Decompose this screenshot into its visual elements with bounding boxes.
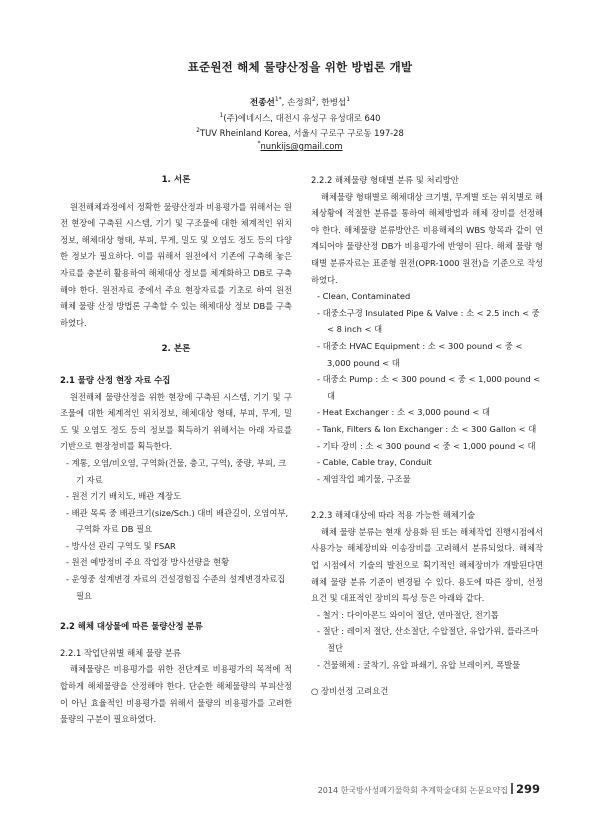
- list-item: - Clean, Contaminated: [317, 291, 411, 302]
- list-item: - 배관 목록 중 배관크기(size/Sch.) 대비 배관길이, 오염여부, 구역화 자료 DB 필요: [66, 507, 289, 535]
- right-column: [311, 172, 543, 700]
- list-item: - 운영중 설계변경 자료의 건설경험집 수준의 설계변경자료집 필요: [66, 574, 286, 601]
- list-item: - 건물해체 : 굴착기, 유압 파쇄기, 유압 브레이커, 폭발물: [317, 659, 521, 670]
- author-2: 손정희: [287, 98, 313, 108]
- section-2-1-list: [60, 455, 292, 604]
- affiliation-2: [0, 127, 600, 139]
- author-sep: ,: [281, 98, 288, 108]
- left-column: [60, 172, 292, 728]
- affiliation-1-text: (주)에네시스, 대전시 유성구 유성대로 640: [223, 113, 381, 123]
- author-3: 한병섭: [321, 98, 347, 108]
- list-item: - 철거 : 다이아몬드 와이어 절단, 연마절단, 전기톱: [317, 609, 499, 620]
- page-footer: [318, 782, 540, 796]
- list-item: - 절단 : 레이저 절단, 산소절단, 수압절단, 유압가위, 플라즈마 절단: [317, 626, 539, 654]
- page-number: 299: [515, 782, 540, 796]
- section-2-2-2-list: [311, 288, 543, 487]
- section-2-heading: 2. 본론: [161, 344, 191, 355]
- list-item: - 방사선 관리 구역도 및 FSAR: [66, 540, 176, 551]
- list-item: - 대중소 HVAC Equipment : 소 < 300 pound < 중 < 3,000 pound < 대: [317, 340, 523, 368]
- lead-author-sup: 1*: [274, 96, 282, 104]
- section-2-2-3-list: [311, 607, 543, 673]
- lead-author: 전종선: [249, 98, 275, 108]
- list-item: - Cable, Cable tray, Conduit: [317, 457, 432, 468]
- section-2-2-2-heading: 2.2.2 해체물량 형태별 분류 및 처리방안: [311, 175, 459, 185]
- affiliation-2-text: TUV Rheinland Korea, 서울시 구로구 구로동 197-28: [200, 128, 404, 138]
- footer-text: 2014 한국방사성폐기물학회 추계학술대회 논문요약집: [317, 786, 508, 795]
- section-2-2-3-heading: 2.2.3 해체대상에 따라 적용 가능한 해체기술: [311, 510, 476, 521]
- section-2-1-paragraph: 원전해체 물량산정을 위한 현장에 구축된 시스템, 기기 및 구조물에 대한 체계적인 위치정보, 해체대상 형태, 부피, 무게, 밀도 및 오염도 정도 등의 정보를 획득하기 위해서는 아래 자료를 기반으로 현장정비를 획득한다.: [60, 391, 292, 452]
- list-item: - 원전 기기 배치도, 배관 계장도: [66, 491, 181, 502]
- section-2-2-3-paragraph: 해체 물량 분류는 현재 상용화 된 또는 해체작업 진행시점에서 사용가능 해체장비와 이송장비를 고려해서 분류되었다. 해체작업 시점에서 기술의 발전으로 획기적인 해체장비가 개발된다면 해체 물량 분류 기준이 변경될 수 있다. 용도에 따른 장비, 선정요건 및 대표적인 장비의 특성 등은 아래와 같다.: [311, 526, 543, 604]
- list-item: - Tank, Filters & Ion Exchanger : 소 < 300 Gallon < 대: [317, 423, 537, 434]
- section-2-2-1-heading: 2.2.1 작업단위별 해체 물량 분류: [60, 647, 181, 658]
- footer-divider: [511, 783, 513, 794]
- author-3-sup: 1: [346, 96, 351, 104]
- section-2-2-heading: 2.2 해체 대상물에 따른 물량산정 분류: [60, 621, 203, 632]
- author-line: [0, 96, 600, 108]
- affiliation-2-sup: 2: [196, 127, 200, 135]
- affiliation-1-sup: 1: [219, 112, 224, 120]
- list-item: - Heat Exchanger : 소 < 3,000 pound < 대: [317, 407, 490, 418]
- section-2-2-2-paragraph: 해체물량 형태별로 해체대상 크기별, 무게별 또는 위치별로 해체상황에 적절한 분류를 통하여 해체방법과 해체 장비를 선정해야 한다. 해체물량 분류방안은 비용해체의 WBS 항목과 같이 연계되어야 물량산정 DB가 비용평가에 반영이 된다. 해체 물량 형태별 분류자료는 표준형 원전(OPR-1000 원전)을 기준으로 작성하였다.: [311, 191, 543, 285]
- list-item: - 대중소구경 Insulated Pipe & Valve : 소 < 2.5 inch < 중 < 8 inch < 대: [317, 307, 540, 335]
- section-2-1-heading: 2.1 물량 산정 현장 자료 수집: [60, 374, 171, 385]
- email-line: [0, 141, 600, 151]
- section-2-2-4-heading: ○ 장비선정 고려요건: [311, 686, 389, 697]
- list-item: - 대중소 Pump : 소 < 300 pound < 중 < 1,000 pound < 대: [317, 374, 541, 401]
- list-item: - 기타 장비 : 소 < 300 pound < 중 < 1,000 pound < 대: [317, 440, 536, 451]
- author-2-sup: 2: [312, 96, 316, 104]
- author-sep: ,: [315, 98, 322, 108]
- email-link[interactable]: nunkijs@gmail.com: [260, 141, 343, 151]
- section-1-paragraph: 원전해체과정에서 정확한 물량산정과 비용평가를 위해서는 원전 현장에 구축된 시스템, 기기 및 구조물에 대한 체계적인 위치정보, 해체대상 형태, 부피, 무게, 밀도 및 오염도 정도 등의 다양한 정보가 필요하다. 이를 위해서 원전에서 기존에 구축해 놓은 자료를 충분히 활용하여 해체대상 정보를 체계화하고 DB로 구축해야 한다. 원전자료 중에서 주요 현장자료를 기초로 하여 원전 해체 물량 산정 방법론 구축할 수 있는 해체대상 정보 DB를 구축하였다.: [60, 201, 292, 328]
- section-1-heading: 1. 서론: [161, 175, 191, 185]
- affiliation-1: [0, 112, 600, 124]
- section-2-2-1-paragraph: 해체물량은 비용평가를 위한 전단계로 비용평가의 목적에 적합하게 해체물량을 산정해야 한다. 단순한 해체물량의 부피산정이 아닌 효율적인 비용평가를 위해서 물량의 비용평가를 고려한 물량의 구분이 필요하였다.: [60, 664, 292, 725]
- list-item: - 제염작업 폐기물, 구조물: [317, 473, 411, 484]
- list-item: - 계통, 오염/비오염, 구역화(건물, 층고, 구역), 중량, 부피, 크기 자료: [66, 457, 287, 485]
- list-item: - 원전 예방정비 주요 작업장 방사선량을 현황: [66, 557, 230, 568]
- paper-title: 표준원전 해체 물량산정을 위한 방법론 개발: [187, 60, 413, 74]
- email-sup: *: [257, 140, 261, 148]
